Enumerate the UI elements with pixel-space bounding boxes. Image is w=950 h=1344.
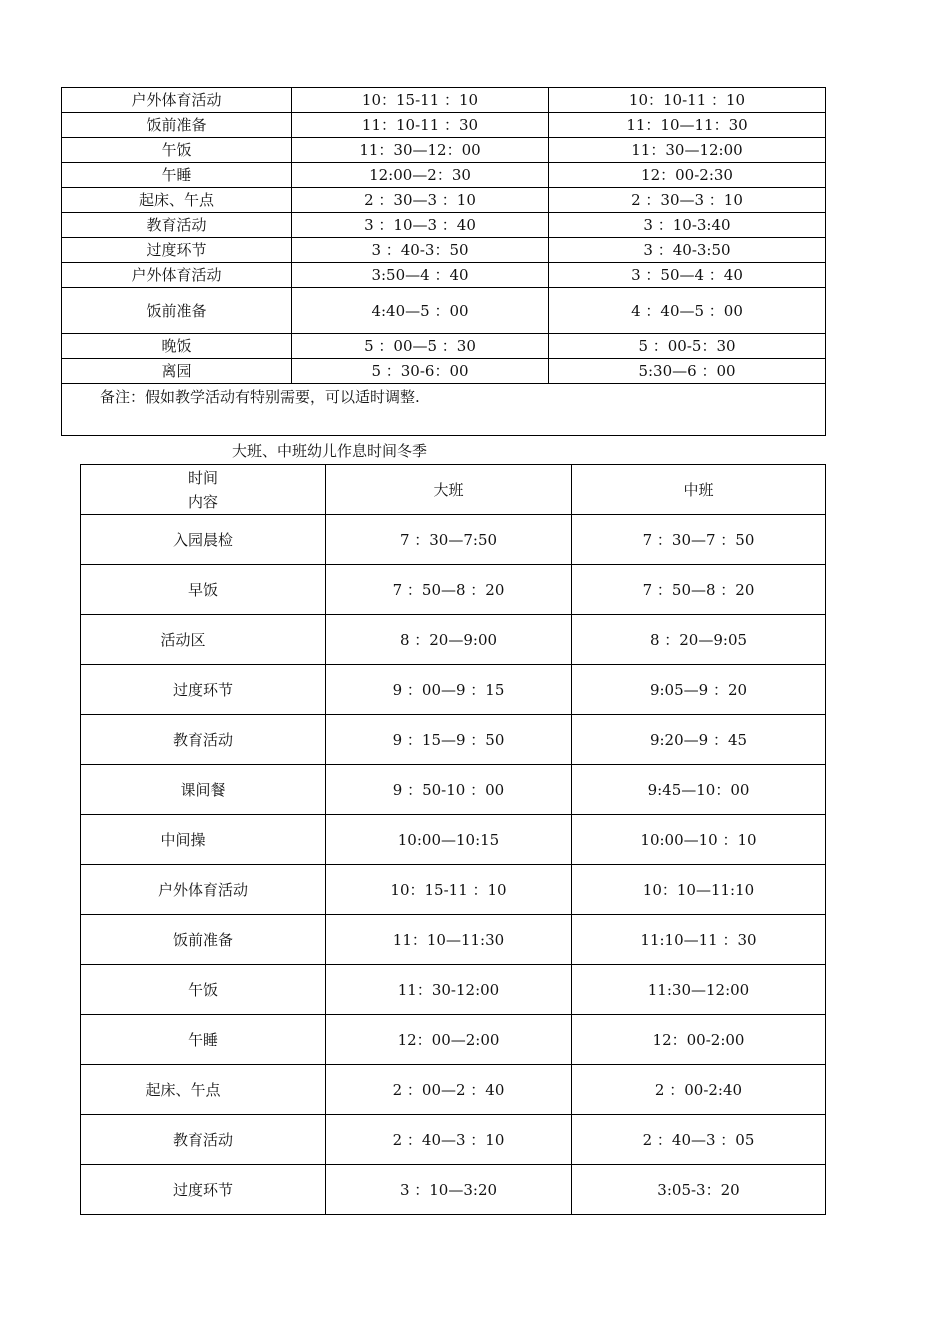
schedule-note: 备注：假如教学活动有特别需要，可以适时调整. xyxy=(62,384,826,436)
table-row xyxy=(81,915,826,965)
large-class-time: 2 ：40—3 ：10 xyxy=(326,1115,572,1165)
activity-cell: 户外体育活动 xyxy=(62,88,292,113)
middle-class-time: 3 ：40-3:50 xyxy=(549,238,826,263)
large-class-time: 3 ：10—3 ：40 xyxy=(292,213,549,238)
schedule-table-top xyxy=(61,87,826,436)
large-class-time: 12:00—2：30 xyxy=(292,163,549,188)
activity-cell: 户外体育活动 xyxy=(62,263,292,288)
large-class-time: 7 ：50—8 ：20 xyxy=(326,565,572,615)
large-class-time: 10：15-11 ：10 xyxy=(326,865,572,915)
middle-class-time: 9:45—10：00 xyxy=(572,765,826,815)
large-class-time: 11：30-12:00 xyxy=(326,965,572,1015)
middle-class-time: 10：10-11 ：10 xyxy=(549,88,826,113)
middle-class-time: 11:10—11 ：30 xyxy=(572,915,826,965)
header-time-content xyxy=(81,465,326,515)
header-time-label: 时间 xyxy=(187,468,218,487)
activity-cell: 离园 xyxy=(62,359,292,384)
middle-class-time: 12：00-2:30 xyxy=(549,163,826,188)
middle-class-time: 12：00-2:00 xyxy=(572,1015,826,1065)
note-row xyxy=(62,384,826,436)
table-row xyxy=(62,113,826,138)
activity-cell: 晚饭 xyxy=(62,334,292,359)
header-middle-class: 中班 xyxy=(572,465,826,515)
middle-class-time: 2 ：00-2:40 xyxy=(572,1065,826,1115)
middle-class-time: 2 ：30—3 ：10 xyxy=(549,188,826,213)
table-row xyxy=(81,565,826,615)
large-class-time: 9 ：50-10 ：00 xyxy=(326,765,572,815)
middle-class-time: 11：30—12:00 xyxy=(549,138,826,163)
table-row xyxy=(81,1165,826,1215)
activity-cell: 过度环节 xyxy=(81,665,326,715)
activity-label: 活动区 xyxy=(160,630,206,649)
header-content-label: 内容 xyxy=(187,492,218,511)
middle-class-time: 9:05—9 ：20 xyxy=(572,665,826,715)
activity-cell: 午饭 xyxy=(62,138,292,163)
header-large-class: 大班 xyxy=(326,465,572,515)
activity-cell: 午睡 xyxy=(62,163,292,188)
large-class-time: 9 ：15—9 ：50 xyxy=(326,715,572,765)
middle-class-time: 9:20—9 ：45 xyxy=(572,715,826,765)
activity-cell: 教育活动 xyxy=(81,1115,326,1165)
table-row xyxy=(62,359,826,384)
activity-cell: 午睡 xyxy=(81,1015,326,1065)
table-row xyxy=(62,263,826,288)
middle-class-time: 5 ：00-5：30 xyxy=(549,334,826,359)
table-row xyxy=(62,334,826,359)
large-class-time: 3:50—4 ：40 xyxy=(292,263,549,288)
large-class-time: 3 ：10—3:20 xyxy=(326,1165,572,1215)
large-class-time: 3 ：40-3：50 xyxy=(292,238,549,263)
activity-cell: 入园晨检 xyxy=(81,515,326,565)
table-row xyxy=(81,515,826,565)
activity-cell: 饭前准备 xyxy=(62,113,292,138)
large-class-time: 5 ：00—5 ：30 xyxy=(292,334,549,359)
activity-cell: 早饭 xyxy=(81,565,326,615)
large-class-time: 9 ：00—9 ：15 xyxy=(326,665,572,715)
middle-class-time: 7 ：50—8 ：20 xyxy=(572,565,826,615)
activity-cell: 教育活动 xyxy=(81,715,326,765)
table-row xyxy=(81,1065,826,1115)
activity-label: 起床、午点 xyxy=(145,1080,221,1099)
large-class-time: 10:00—10:15 xyxy=(326,815,572,865)
activity-cell xyxy=(81,815,326,865)
table-row xyxy=(62,288,826,334)
middle-class-time: 2 ：40—3 ：05 xyxy=(572,1115,826,1165)
activity-cell: 饭前准备 xyxy=(81,915,326,965)
middle-class-time: 3 ：50—4 ：40 xyxy=(549,263,826,288)
middle-class-time: 3 ：10-3:40 xyxy=(549,213,826,238)
activity-cell: 教育活动 xyxy=(62,213,292,238)
table-row xyxy=(81,615,826,665)
table-row xyxy=(62,238,826,263)
large-class-time: 10：15-11 ：10 xyxy=(292,88,549,113)
activity-label: 中间操 xyxy=(160,830,206,849)
table-row xyxy=(81,665,826,715)
table-caption: 大班、中班幼儿作息时间冬季 xyxy=(232,442,428,460)
table-row xyxy=(81,815,826,865)
table-row xyxy=(81,965,826,1015)
activity-cell: 课间餐 xyxy=(81,765,326,815)
middle-class-time: 10:00—10 ：10 xyxy=(572,815,826,865)
large-class-time: 11：30—12：00 xyxy=(292,138,549,163)
table-row xyxy=(62,188,826,213)
activity-cell: 过度环节 xyxy=(81,1165,326,1215)
large-class-time: 11：10-11 ：30 xyxy=(292,113,549,138)
middle-class-time: 4 ：40—5 ：00 xyxy=(549,288,826,334)
large-class-time: 11：10—11:30 xyxy=(326,915,572,965)
activity-cell: 午饭 xyxy=(81,965,326,1015)
middle-class-time: 5:30—6 ：00 xyxy=(549,359,826,384)
table-row xyxy=(62,88,826,113)
large-class-time: 12：00—2:00 xyxy=(326,1015,572,1065)
large-class-time: 7 ：30—7:50 xyxy=(326,515,572,565)
large-class-time: 5 ：30-6：00 xyxy=(292,359,549,384)
activity-cell: 起床、午点 xyxy=(62,188,292,213)
middle-class-time: 3:05-3：20 xyxy=(572,1165,826,1215)
table-row xyxy=(81,865,826,915)
table-row xyxy=(81,1015,826,1065)
table-row xyxy=(81,1115,826,1165)
large-class-time: 2 ：30—3 ：10 xyxy=(292,188,549,213)
table-row xyxy=(62,213,826,238)
middle-class-time: 11：10—11：30 xyxy=(549,113,826,138)
middle-class-time: 8 ：20—9:05 xyxy=(572,615,826,665)
middle-class-time: 7 ：30—7 ：50 xyxy=(572,515,826,565)
schedule-table-winter xyxy=(80,464,826,1215)
large-class-time: 8 ：20—9:00 xyxy=(326,615,572,665)
middle-class-time: 10：10—11:10 xyxy=(572,865,826,915)
middle-class-time: 11:30—12:00 xyxy=(572,965,826,1015)
table-row xyxy=(81,715,826,765)
header-row xyxy=(81,465,826,515)
large-class-time: 2 ：00—2 ：40 xyxy=(326,1065,572,1115)
activity-cell: 饭前准备 xyxy=(62,288,292,334)
table-row xyxy=(81,765,826,815)
large-class-time: 4:40—5 ：00 xyxy=(292,288,549,334)
activity-cell xyxy=(81,615,326,665)
activity-cell xyxy=(81,1065,326,1115)
table-row xyxy=(62,138,826,163)
table-row xyxy=(62,163,826,188)
activity-cell: 户外体育活动 xyxy=(81,865,326,915)
activity-cell: 过度环节 xyxy=(62,238,292,263)
